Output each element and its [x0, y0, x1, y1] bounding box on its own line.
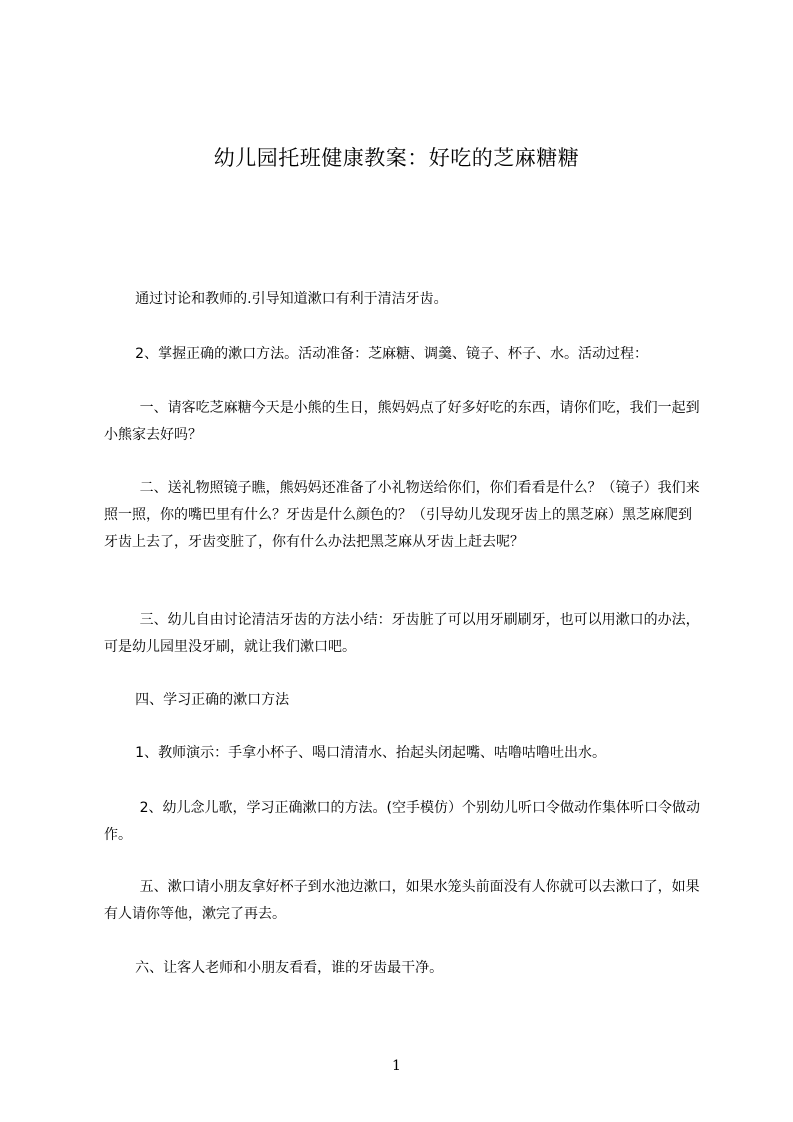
paragraph-7: 1、教师演示：手拿小杯子、喝口清清水、抬起头闭起嘴、咕噜咕噜吐出水。: [104, 745, 607, 761]
paragraph-3: 一、请客吃芝麻糖今天是小熊的生日，熊妈妈点了好多好吃的东西，请你们吃，我们一起到小熊家去好吗？: [104, 400, 700, 443]
page-number: 1: [392, 1058, 401, 1074]
paragraph-5: 三、幼儿自由讨论清洁牙齿的方法小结：牙齿脏了可以用牙刷刷牙，也可以用漱口的办法，可是幼儿园里没牙刷，就让我们漱口吧。: [104, 612, 700, 655]
paragraph-1: 通过讨论和教师的.引导知道漱口有利于清洁牙齿。: [104, 291, 448, 307]
paragraph-2: 2、掌握正确的漱口方法。活动准备：芝麻糖、调羹、镜子、杯子、水。活动过程：: [104, 346, 649, 362]
document-title: 幼儿园托班健康教案：好吃的芝麻糖糖: [213, 146, 580, 170]
paragraph-4: 二、送礼物照镜子瞧，熊妈妈还准备了小礼物送给你们，你们看看是什么？（镜子）我们来照一照，你的嘴巴里有什么？牙齿是什么颜色的？（引导幼儿发现牙齿上的黑芝麻）黑芝麻爬到牙齿上去了，牙齿变脏了，你有什么办法把黑芝麻从牙齿上赶去呢？: [104, 480, 700, 550]
paragraph-9: 五、漱口请小朋友拿好杯子到水池边漱口，如果水笼头前面没有人你就可以去漱口了，如果有人请你等他，漱完了再去。: [104, 879, 700, 922]
paragraph-6: 四、学习正确的漱口方法: [104, 692, 290, 708]
paragraph-10: 六、让客人老师和小朋友看看，谁的牙齿最干净。: [104, 960, 444, 976]
paragraph-8: 2、幼儿念儿歌，学习正确漱口的方法。(空手模仿）个别幼儿听口令做动作集体听口令做动作。: [104, 800, 700, 843]
